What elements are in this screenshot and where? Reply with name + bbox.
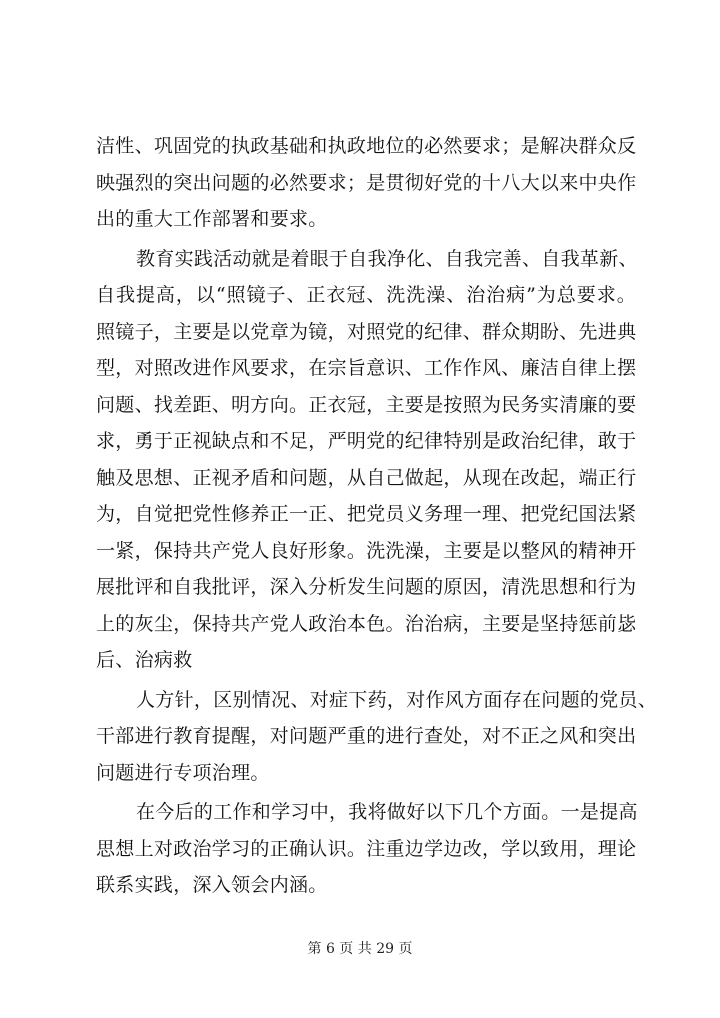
- text-line: 在今后的工作和学习中，我将做好以下几个方面。一是提高: [136, 801, 638, 823]
- text-line: 上的灰尘，保持共产党人政治本色。治治病，主要是坚持惩前毖: [96, 612, 637, 635]
- text-line: 教育实践活动就是着眼于自我净化、自我完善、自我革新、: [136, 247, 638, 270]
- text-line: 触及思想、正视矛盾和问题，从自己做起，从现在改起，端正行: [96, 466, 637, 489]
- text-line: 问题进行专项治理。: [96, 761, 270, 784]
- text-line: 洁性、巩固党的执政基础和执政地位的必然要求；是解决群众反: [96, 135, 637, 157]
- text-line: 思想上对政治学习的正确认识。注重边学边改，学以致用，理论: [96, 837, 637, 860]
- text-line: 求，勇于正视缺点和不足，严明党的纪律特别是政治纪律，敢于: [96, 430, 637, 452]
- text-line: 自我提高，以“照镜子、正衣冠、洗洗澡、治治病”为总要求。: [96, 284, 636, 306]
- text-line: 照镜子，主要是以党章为镜，对照党的纪律、群众期盼、先进典: [96, 320, 637, 343]
- text-line: 联系实践，深入领会内涵。: [96, 874, 328, 896]
- text-line: 一紧，保持共产党人良好形象。洗洗澡，主要是以整风的精神开: [96, 539, 637, 562]
- text-line: 人方针，区别情况、对症下药，对作风方面存在问题的党员、: [136, 688, 658, 711]
- text-line: 为，自觉把党性修养正一正、把党员义务理一理、把党纪国法紧: [96, 503, 637, 525]
- text-line: 问题、找差距、明方向。正衣冠，主要是按照为民务实清廉的要: [96, 393, 637, 416]
- text-line: 型，对照改进作风要求，在宗旨意识、工作作风、廉洁自律上摆: [96, 357, 637, 379]
- text-line: 映强烈的突出问题的必然要求；是贯彻好党的十八大以来中央作: [96, 171, 637, 194]
- text-line: 干部进行教育提醒，对问题严重的进行查处，对不正之风和突出: [96, 725, 637, 747]
- text-line: 后、治病救: [96, 649, 193, 671]
- document-body: [96, 128, 658, 904]
- page-number-footer: 第 6 页 共 29 页: [307, 941, 413, 957]
- text-line: 出的重大工作部署和要求。: [96, 208, 328, 230]
- text-line: 展批评和自我批评，深入分析发生问题的原因，清洗思想和行为: [96, 576, 637, 598]
